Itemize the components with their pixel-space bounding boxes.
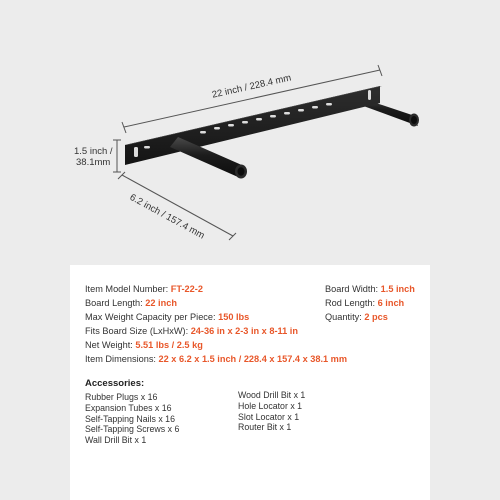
accessory-item: Wood Drill Bit x 1 [238,390,306,400]
spec-net-weight: Net Weight: 5.51 lbs / 2.5 kg [85,340,203,350]
length-label: 22 inch / 228.4 mm [211,72,293,101]
accessory-item: Hole Locator x 1 [238,400,303,411]
spec-quantity: Quantity: 2 pcs [325,312,388,322]
accessory-item: Wall Drill Bit x 1 [85,435,147,446]
height-dimension-line [113,140,121,172]
spec-max-weight: Max Weight Capacity per Piece: 150 lbs [85,312,250,322]
spec-rod-length: Rod Length: 6 inch [325,298,405,308]
spec-board-size: Fits Board Size (LxHxW): 24-36 in x 2-3 in x 8-11 in [85,326,298,336]
accessory-item: Rubber Plugs x 16 [85,392,158,402]
spec-board-length: Board Length: 22 inch [85,298,177,308]
accessory-item: Slot Locator x 1 [238,411,300,422]
spec-model: Item Model Number: FT-22-2 [85,284,203,294]
accessories-list-right [238,390,305,433]
accessories-list-left [85,392,179,446]
spec-card [70,265,430,500]
accessory-item: Self-Tapping Screws x 6 [85,424,180,435]
accessories-title: Accessories: [85,378,145,389]
spec-board-width: Board Width: 1.5 inch [325,284,415,294]
accessory-item: Router Bit x 1 [238,422,292,433]
depth-label: 6.2 inch / 157.4 mm [127,192,207,242]
height-label-line1: 1.5 inch / [74,146,113,157]
spec-item-dimensions: Item Dimensions: 22 x 6.2 x 1.5 inch / 228.4 x 157.4 x 38.1 mm [85,354,348,364]
accessory-item: Expansion Tubes x 16 [85,402,172,413]
height-label-line2: 38.1mm [76,157,111,168]
accessory-item: Self-Tapping Nails x 16 [85,413,175,424]
